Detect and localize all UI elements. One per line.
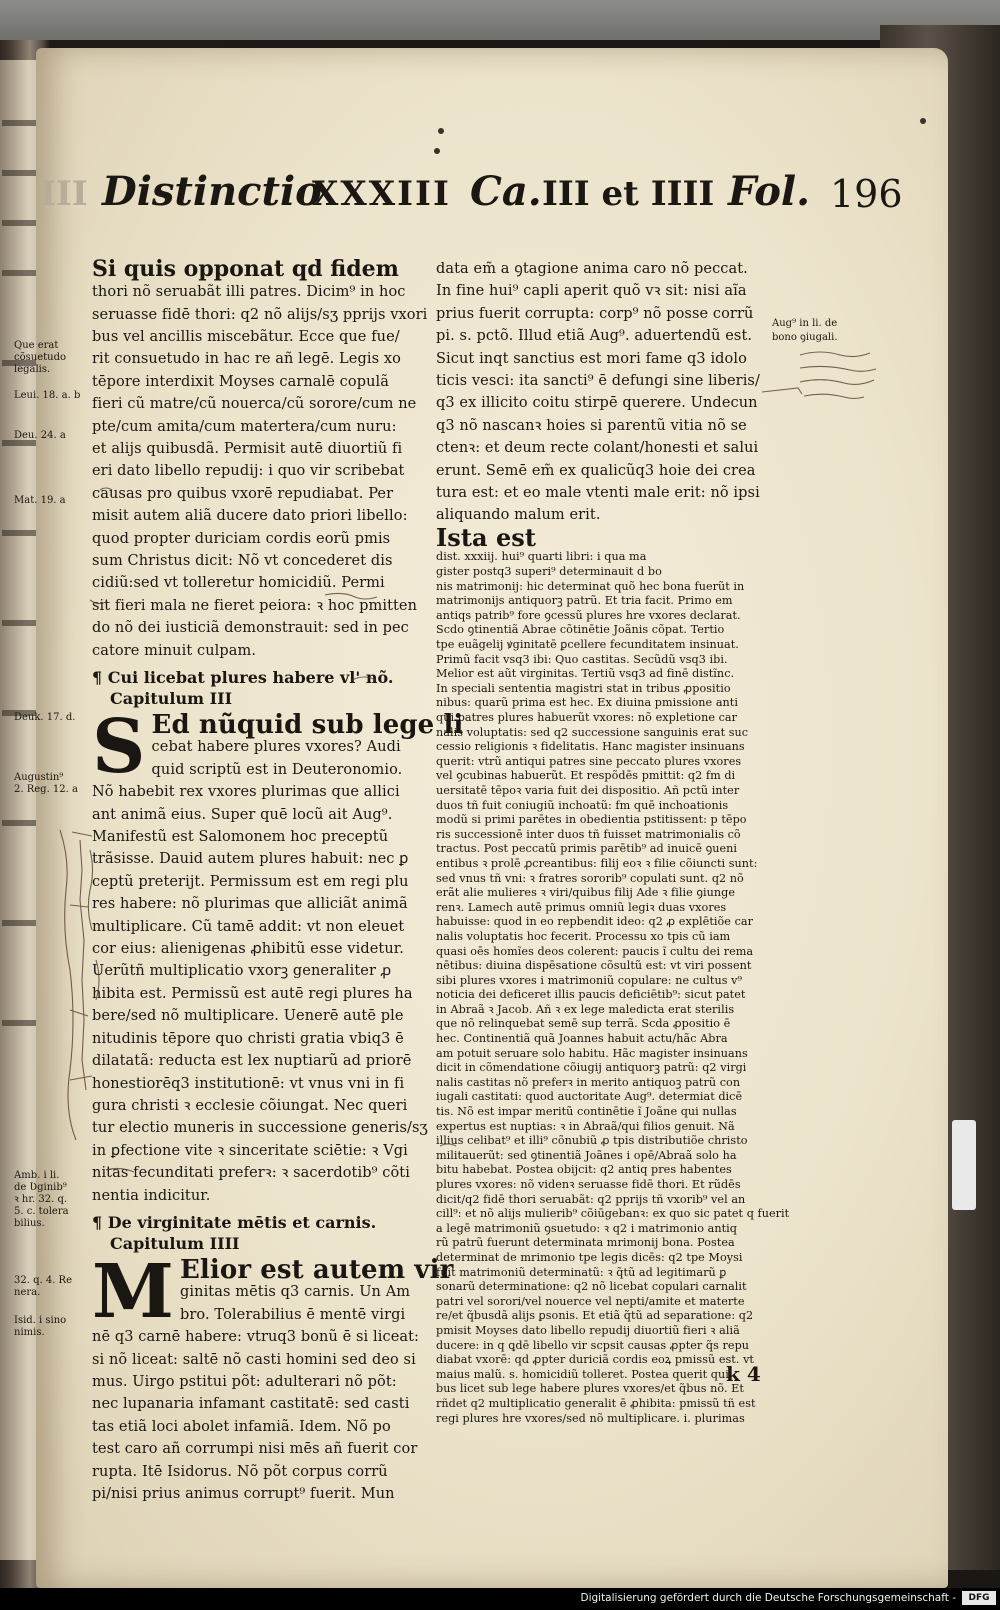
commentary-line: Primũ facit vsq3 ibi: Quo castitas. Secũdũ vsq3 ibi. <box>436 652 728 666</box>
commentary-line: sed vnus tñ vni: ꝛ fratres sororib⁹ copulati sunt. q2 nõ <box>436 871 744 885</box>
commentary-line: iugali castitati: quod auctoritate Aug⁹. determiat dicē <box>436 1090 743 1104</box>
text-line: fieri cũ matre/cũ nouerca/cũ sorore/cum ne <box>92 396 417 413</box>
text-line: tur electio muneris in successione generis/sʒ <box>92 1120 428 1137</box>
commentary-line: Scdo ꝯtinentiã Abrae cõtinētie Joãnis cõpat. Tertio <box>436 623 725 637</box>
commentary-line: tpe euãgelij ꝟginitatē ꝑcellere fecunditatem insinuat. <box>436 638 739 652</box>
commentary-line: erãt alie mulieres ꝛ viri/quibus filij Ade ꝛ filie ꝯiunge <box>436 886 736 900</box>
commentary-line: bitu habebat. Postea obijcit: q2 antiq pres habentes <box>436 1163 732 1177</box>
margin-amb: Amb. i li. de Ʋginib⁹ ꝛ hr. 32. q. 5. c. tolera bilius. <box>14 1170 69 1229</box>
commentary-line: rũ patrũ fuerunt determinata mrimonij bona. Postea <box>436 1236 735 1250</box>
commentary-line: rñdet q2 multiplicatio generalit ē ꝓhibita: pmissũ tñ est <box>436 1396 756 1410</box>
commentary-line: gister postq3 superi⁹ determinauit d bo <box>436 565 662 579</box>
ista-lead: Ista est <box>436 522 536 552</box>
commentary-line: nalis castitas nõ preferꝛ in merito antiquoꝫ patrũ con <box>436 1075 741 1089</box>
text-line: tēpore interdixit Moyses carnalē copulã <box>92 373 390 390</box>
signature-mark: k 4 <box>726 1362 761 1386</box>
text-line: eri dato libello repudij: i quo vir scribebat <box>92 463 405 480</box>
margin-augustin: Augustin⁹ 2. Reg. 12. a <box>14 772 78 795</box>
commentary-line: ducere: in q ꝗdē libello vir scpsit causas ꝓpter q̃s repu <box>436 1338 750 1352</box>
commentary-line: in Abraã ꝛ Jacob. Añ ꝛ ex lege maledicta erat sterilis <box>436 1002 735 1016</box>
text-line: ctenꝛ: et deum recte colant/honesti et salui <box>436 440 759 457</box>
text-line: bro. Tolerabilius ē mentē virgi <box>180 1306 406 1323</box>
folio-number: 196 <box>830 172 903 216</box>
text-line: bere/sed nõ multiplicare. Uenerē autē ple <box>92 1008 404 1025</box>
text-line: do nõ dei iusticiã demonstrauit: sed in pec <box>92 620 409 637</box>
commentary-line: patri vel sorori/vel nouerce vel nepti/amite et materte <box>436 1294 745 1308</box>
commentary-line: re/et q̃busdã alijs ꝑsonis. Et etiã q̃tũ ad separatione: q2 <box>436 1309 754 1323</box>
text-line: Uerũtñ multiplicatio vxorꝫ generaliter ꝓ <box>92 963 392 980</box>
text-line: thori nõ seruabãt illi patres. Dicim⁹ in hoc <box>92 284 406 301</box>
margin-32q4: 32. q. 4. Re nera. <box>14 1275 73 1298</box>
commentary-line: nalis voluptatis: sed q2 successione sanguinis erat suc <box>436 725 749 739</box>
commentary-line: duos tñ fuit coniugiũ inchoatũ: fm quē inchoationis <box>436 798 729 812</box>
commentary-line: nis matrimonij: hic determinat quõ hec bona fuerũt in <box>436 579 745 593</box>
commentary-line: illius celibat⁹ et illi⁹ cõnubiũ ꝓ tpis distributiõe christo <box>436 1134 748 1148</box>
text-line: quod propter duriciam cordis eorũ pmis <box>92 530 391 547</box>
commentary-line: noticia dei deficeret illis paucis deficiētib⁹: sicut patet <box>436 988 746 1002</box>
commentary-line: uersitatē tēpoꝛ varia fuit dei dispositio. Añ pctũ inter <box>436 783 740 797</box>
chapter-3-lead: Ed nũquid sub lege li <box>151 710 464 740</box>
commentary-line: am potuit seruare solo habitu. Hãc magister insinuans <box>436 1046 748 1060</box>
chapter-3-label: Capitulum III <box>110 689 233 708</box>
text-line: Sicut inqt sanctius est mori fame q3 idolo <box>436 350 747 367</box>
text-line: quid scriptũ est in Deuteronomio. <box>151 761 403 778</box>
commentary-line: matrimonijs antiquorꝫ patrũ. Et tria facit. Primo em <box>436 594 733 608</box>
footer-bar <box>0 1588 1000 1610</box>
margin-deu-24: Deu. 24. a <box>14 430 66 441</box>
chapter-4-lead: Elior est autem vir <box>180 1254 454 1285</box>
text-line: in ꝑfectione vite ꝛ sinceritate sciētie: ꝛ Vgi <box>92 1142 408 1159</box>
commentary-line: determinat de mrimonio tpe legis dicēs: q2 tpe Moysi <box>436 1250 743 1264</box>
commentary-line: pmisit Moyses dato libello repudij diuortiũ fieri ꝛ aliã <box>436 1323 740 1337</box>
commentary-line: quasi oēs homĩes deos colerent: paucis ĩ cultu dei rema <box>436 944 754 958</box>
commentary-line: ris successionē inter duos tñ fuisset matrimonialis cõ <box>436 827 741 841</box>
commentary-line: regi plures hre vxores/sed nõ multiplicare. i. plurimas <box>436 1411 745 1425</box>
commentary-line: habuisse: quod in eo repbendit ideo: q2 ꝓ explētiõe car <box>436 915 754 929</box>
commentary-line: dicit in cõmendatione cõiugij antiquorꝫ patrũ: q2 virgi <box>436 1061 747 1075</box>
header-faded-numeral: III <box>40 174 88 214</box>
header-distinction-number: XXXIII <box>312 174 451 214</box>
text-line: Manifestũ est Salomonem hoc preceptũ <box>92 829 389 846</box>
commentary-line: que nõ relinquebat semē sup terrã. Scda ꝓpositio ē <box>436 1017 731 1031</box>
text-line: mus. Uirgo pstitui põt: adulterari nõ põt: <box>92 1373 397 1390</box>
margin-deuk: Deuk. 17. d. <box>14 712 76 723</box>
commentary-line: vel ꝯcubinas habuerũt. Et respõdēs pmittit: q2 fm di <box>436 769 736 783</box>
commentary-line: In speciali sententia magistri stat in tribus ꝓpositio <box>436 681 731 695</box>
text-line: ticis vesci: ita sancti⁹ ē defungi sine liberis/ <box>436 373 760 390</box>
text-line: dilatatã: reducta est lex nuptiarũ ad priorē <box>92 1053 412 1070</box>
commentary-line: modũ si primi parētes in obedientia pstitissent: p tēpo <box>436 813 747 827</box>
text-line: sit fieri mala ne fieret peiora: ꝛ hoc pmitten <box>92 597 418 614</box>
text-line: cebat habere plures vxores? Audi <box>151 739 401 756</box>
chapter-3-title: ¶ Cui licebat plures habere vl' nõ. <box>92 668 394 687</box>
text-line: pi/nisi prius animus corrupt⁹ fuerit. Mun <box>92 1486 395 1502</box>
commentary-line: militauerũt: sed ꝯtinentiã Joãnes i opē/Abraã solo ha <box>436 1148 737 1162</box>
margin-isid: Isid. i sino nimis. <box>14 1315 67 1338</box>
text-line: seruasse fidē thori: q2 nõ alijs/sʒ pprijs vxori <box>92 306 428 323</box>
text-line: aliquando malum erit. <box>436 507 601 524</box>
chapter-4-title: ¶ De virginitate mētis et carnis. <box>92 1212 377 1232</box>
text-line: si nõ liceat: saltē nõ casti homini sed deo si <box>92 1351 416 1368</box>
commentary-line: entibus ꝛ prolē ꝓcreantibus: filij eoꝛ ꝛ filie cõiuncti sunt: <box>436 856 758 870</box>
page-tab <box>952 1120 976 1210</box>
text-line: q3 ex illicito coitu stirpē querere. Undecun <box>436 395 758 412</box>
text-line: nec lupanaria infamant castitatē: sed casti <box>92 1396 410 1413</box>
text-line: cidiũ:sed vt tolleretur homicidiũ. Permi <box>92 575 385 592</box>
text-line: q3 nõ nascanꝛ hoies si parentũ vitia nõ se <box>436 417 747 434</box>
header-ca: Ca. <box>470 168 542 215</box>
text-line: honestiorēq3 institutionē: vt vnus vni in fi <box>92 1075 405 1092</box>
commentary-line: cill⁹: et nõ alijs mulierib⁹ cõiūgebanꝛ: ex quo sic patet q fuerit <box>436 1207 790 1221</box>
decorated-initial-s: S <box>92 704 146 790</box>
text-line: sum Christus dicit: Nõ vt concederet dis <box>92 552 393 569</box>
text-line: test caro añ corrumpi nisi mēs añ fuerit cor <box>92 1441 418 1458</box>
text-line: ant animã eius. Super quē locũ ait Aug⁹. <box>92 806 393 823</box>
commentary-line: qui patres plures habuerũt vxores: nõ expletione car <box>436 711 738 724</box>
commentary-line: tractus. Post peccatũ primis parētib⁹ ad inuicē ꝯueni <box>436 842 738 856</box>
text-line: ginitas mētis q3 carnis. Un Am <box>180 1284 411 1301</box>
text-line: pte/cum amita/cum matertera/cum nuru: <box>92 418 397 435</box>
commentary-line: renꝛ. Lamech autē primus omniũ legiꝛ duas vxores <box>436 900 727 914</box>
margin-consuetudo: Que erat cõsuetudo legalis. <box>14 340 66 375</box>
chapter-4-label: Capitulum IIII <box>110 1233 240 1253</box>
text-line: nitas fecunditati preferꝛ: ꝛ sacerdotib⁹ cõti <box>92 1165 410 1182</box>
commentary-line: querit: vtrũ antiqui patres sine peccato plures vxores <box>436 754 742 768</box>
text-line: gura christi ꝛ ecclesie cõiungat. Nec queri <box>92 1097 408 1114</box>
text-line: catore minuit culpam. <box>92 642 257 659</box>
text-line: nē q3 carnē habere: vtruq3 bonũ ē si liceat: <box>92 1329 420 1346</box>
text-line: ceptũ preterijt. Permissum est em regi plu <box>92 873 409 890</box>
commentary-line: fuit matrimoniũ determinatũ: ꝛ q̃tũ ad legitimarũ ꝑ <box>436 1265 727 1279</box>
text-line: rupta. Itē Isidorus. Nõ põt corpus corrũ <box>92 1463 388 1480</box>
header-distinctio: Distinctio <box>102 168 322 215</box>
text-line: data em̃ a ꝯtagione anima caro nõ peccat. <box>436 261 748 277</box>
text-line: erunt. Semē em̃ ex qualicũq3 hoie dei crea <box>436 462 756 479</box>
commentary-line: nētibus: diuina dispēsatione cõsultũ est: vt viri possent <box>436 959 752 973</box>
commentary-line: a legē matrimoniũ ꝯsuetudo: ꝛ q2 i matrimonio antiq <box>436 1221 738 1235</box>
text-line: causas pro quibus vxorē repudiabat. Per <box>92 485 394 502</box>
commentary-line: antiqs patrib⁹ fore ꝯcessũ plures hre vxores declarat. <box>436 608 741 622</box>
commentary-line: dicit/q2 fidē thori seruabãt: q2 pprijs tñ vxorib⁹ vel an <box>436 1192 746 1206</box>
text-line: tura est: et eo male vtenti male erit: nõ ipsi <box>436 485 760 502</box>
text-line: bus vel ancillis miscebãtur. Ecce que fue/ <box>92 328 400 345</box>
text-line: rit consuetudo in hac re añ legē. Legis xo <box>92 351 401 368</box>
header-fol: Fol. <box>728 168 811 215</box>
header-chapter-numbers: III et IIII <box>542 174 715 214</box>
footer-credit: Digitalisierung gefördert durch die Deutsche Forschungsgemeinschaft - <box>580 1592 956 1604</box>
text-line: res habere: nõ plurimas que alliciãt animã <box>92 896 408 913</box>
text-line: et alijs quibusdã. Permisit autē diuortiũ fi <box>92 440 403 457</box>
commentary-line: hec. Continentiã quã Joannes habuit actu/hãc Abra <box>436 1032 728 1046</box>
commentary-line: nibus: quarũ prima est hec. Ex diuina pmissione anti <box>436 696 738 710</box>
text-line: Nõ habebit rex vxores plurimas que allici <box>92 784 400 801</box>
commentary-line: sonarũ determinatione: q2 nõ licebat copulari carnalit <box>436 1280 747 1294</box>
margin-mat: Mat. 19. a <box>14 495 66 506</box>
text-line: nitudinis tēpore quo christi gratia vbiq3 ē <box>92 1030 404 1047</box>
commentary-line: tis. Nõ est impar meritũ continētie ĩ Joãne qui nullas <box>436 1105 737 1119</box>
commentary-line: bus licet sub lege habere plures vxores/et q̃bus nõ. Et <box>436 1382 744 1396</box>
paragraph-mark-icon: ¶ <box>92 668 103 687</box>
commentary-line: maius malũ. s. homicidiũ tolleret. Postea querit qui <box>436 1367 729 1381</box>
text-line: cor eius: alienigenas ꝓhibitũ esse videtur. <box>92 941 404 958</box>
text-line: trãsisse. Dauid autem plures habuit: nec ꝑ <box>92 851 409 868</box>
commentary-line: diabat vxorē: qd ꝓpter duriciã cordis eoꝝ pmissũ est. vt <box>436 1353 754 1367</box>
commentary-line: nalis voluptatis hoc fecerit. Processu xo tpis cũ iam <box>436 929 731 943</box>
text-line: In fine hui⁹ capli aperit quõ vꝛ sit: nisi aĩa <box>436 283 747 300</box>
margin-aug-bono: Aug⁹ in li. de bono ꝯiugali. <box>772 318 838 343</box>
dfg-logo-icon: DFG <box>962 1591 996 1605</box>
margin-leui: Leui. 18. a. b <box>14 390 81 401</box>
paragraph-mark-icon: ¶ <box>92 1212 103 1232</box>
commentary-line: sibi plures vxores i matrimoniũ copulare: ne cultus v⁹ <box>436 973 743 987</box>
left-lead-line: Si quis opponat qd fidem <box>92 256 399 282</box>
commentary-line: expertus est nuptias: ꝛ in Abraã/qui filios genuit. Nã <box>436 1119 735 1133</box>
text-line: prius fuerit corrupta: corp⁹ nõ posse corrũ <box>436 305 754 322</box>
text-line: misit autem aliã ducere dato priori libello: <box>92 508 408 525</box>
commentary-line: dist. xxxiij. hui⁹ quarti libri: i qua ma <box>436 550 647 564</box>
text-line: pi. s. pctõ. Illud etiã Aug⁹. aduertendũ est. <box>436 328 753 345</box>
text-line: hibita est. Permissũ est autē regi plures ha <box>92 985 413 1002</box>
text-line: multiplicare. Cũ tamē addit: vt non eleuet <box>92 918 405 935</box>
text-line: nentia indicitur. <box>92 1187 211 1204</box>
commentary-line: Melior est aũt virginitas. Tertiũ vsq3 ad finē distĩnc. <box>436 667 735 681</box>
decorated-initial-m: M <box>92 1248 175 1335</box>
commentary-line: plures vxores: nõ videnꝛ seruasse fidē thori. Et rũdēs <box>436 1178 741 1191</box>
text-line: tas etiã loci abolet infamiã. Idem. Nõ po <box>92 1418 391 1435</box>
commentary-line: cessio religionis ꝛ fidelitatis. Hanc magister insinuans <box>436 740 745 754</box>
